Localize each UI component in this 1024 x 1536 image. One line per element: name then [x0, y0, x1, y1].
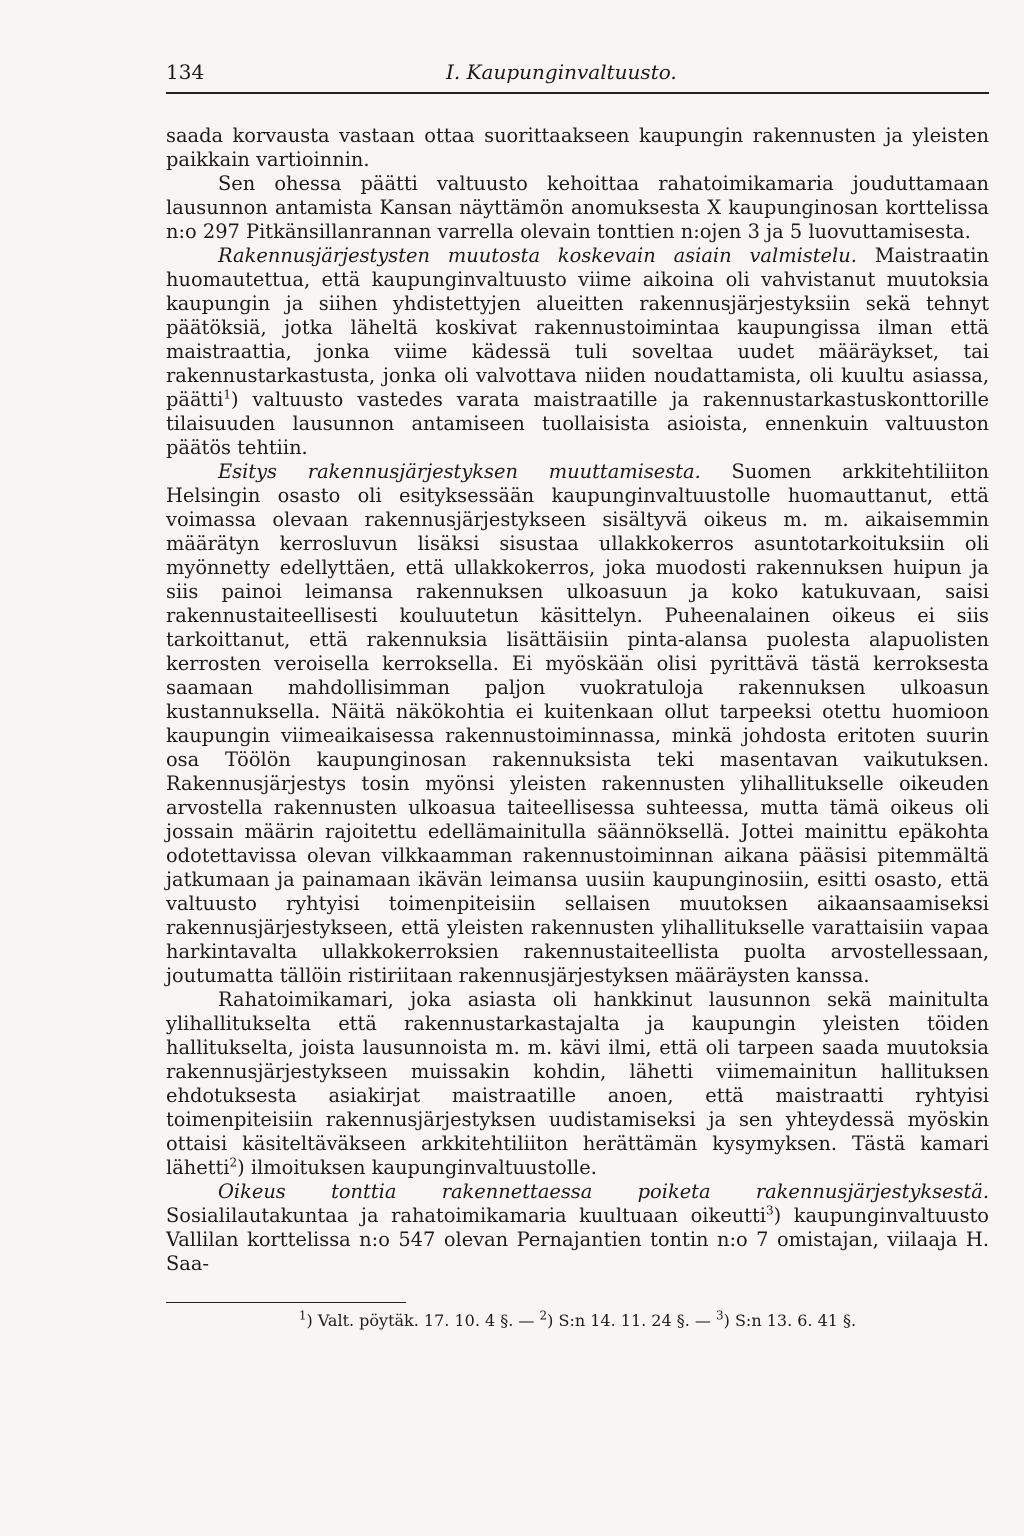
footnotes: [166, 1308, 989, 1330]
footnote-rule: [166, 1302, 406, 1303]
footnote-3: ) S:n 13. 6. 41 §.: [723, 1311, 857, 1330]
running-head: I. Kaupunginvaltuusto.: [446, 60, 677, 84]
paragraph-4-text: Suomen arkkitehtiliiton Helsingin osasto oli esityksessään kaupunginvaltuustolle huomauttanut, että voimassa olevaan rakennusjärjestykseen sisältyvä oikeus m. m. aikaisemmin määrätyn kerrosluvun lisäksi sisustaa ullakkokerros asuntotarkoituksiin oli myönnetty edellyttäen, että ullakkokerros, joka muodosti rakennuksen huipun ja siis painoi leimansa rakennuksen ulkoasuun ja koko katukuvaan, saisi rakennustaiteellisesti kouluutetun käsittelyn. Puheenalainen oikeus ei siis tarkoittanut, että rakennuksia lisättäisiin pinta-alansa puolesta alapuolisten kerrosten veroisella kerroksella. Ei myöskään olisi pyrittävä tästä kerroksesta saamaan mahdollisimman paljon vuokratuloja rakennuksen ulkoasun kustannuksella. Näitä näkökohtia ei kuitenkaan ollut tarpeeksi otettu huomioon kaupungin viimeaikaisessa rakennustoiminnassa, minkä johdosta eritoten suurin osa Töölön kaupunginosan rakennuksista teki masentavan vaikutuksen. Rakennusjärjestys tosin myönsi yleisten rakennusten ylihallitukselle oikeuden arvostella rakennusten ulkoasua taiteellisessa suhteessa, mutta tämä oikeus oli jossain määrin rajoitettu edellämainitulla säännöksellä. Jottei mainittu epäkohta odotettavissa olevan vilkkaamman rakennustoiminnan aikana pääsisi pitemmältä jatkumaan ja painamaan ikävän leimansa uusiin kaupunginosiin, esitti osasto, että valtuusto ryhtyisi toimenpiteisiin sellaisen muutoksen aikaansaamiseksi rakennusjärjestykseen, että yleisten rakennusten ylihallitukselle varattaisiin vapaa harkintavalta ullakkokerroksien rakennustaiteellista puolta arvostellessaan, joutumatta tällöin ristiriitaan rakennusjärjestyksen määräysten kanssa.: [166, 460, 989, 987]
paragraph-5-text-a: Rahatoimikamari, joka asiasta oli hankkinut lausunnon sekä mainitulta ylihallitukselta että rakennustarkastajalta ja kaupungin yleisten töiden hallitukselta, joista lausunnoista m. m. kävi ilmi, että oli tarpeen saada muutoksia rakennusjärjestykseen muissakin kohdin, lähetti viimemainitun hallituksen ehdotuksesta asiakirjat maistraatille anoen, että maistraatti ryhtyisi toimenpiteisiin rakennusjärjestyksen uudistamiseksi ja sen yhteydessä myöskin ottaisi käsiteltäväkseen arkkitehtiliiton herättämän kysymyksen. Tästä kamari lähetti: [166, 988, 989, 1179]
footnote-2-mark: 2: [539, 1308, 548, 1323]
page-number: 134: [166, 60, 205, 84]
paragraph-6: [166, 1180, 989, 1276]
paragraph-3-text-a: Maistraatin huomautettua, että kaupunginvaltuusto viime aikoina oli vahvistanut muutoksia kaupungin ja siihen yhdistettyjen alueitten rakennusjärjestyksiin sekä tehnyt päätöksiä, jotka läheltä koskivat rakennustoimintaa kaupungissa ilman että maistraattia, jonka viime kädessä tuli soveltaa uudet määräykset, tai rakennustarkastusta, jonka oli valvottava niiden noudattamista, oli kuultu asiassa, päätti: [166, 244, 989, 411]
paragraph-3-text-b: ) valtuusto vastedes varata maistraatille ja rakennustarkastuskonttorille tilaisuuden lausunnon antamiseen tuollaisista asioista, ennenkuin valtuuston päätös tehtiin.: [166, 388, 989, 459]
footnote-1: ) Valt. pöytäk. 17. 10. 4 §. —: [306, 1311, 540, 1330]
paragraph-6-text-b: ) kaupunginvaltuusto Vallilan korttelissa n:o 547 olevan Pernajantien tontin n:o 7 omistajan, viilaaja H. Saa-: [166, 1204, 989, 1275]
paragraph-3: [166, 244, 989, 460]
footnote-1-mark: 1: [298, 1308, 307, 1323]
section-heading-building-code-amendment: Esitys rakennusjärjestyksen muuttamisesta.: [218, 460, 701, 483]
header-rule: [166, 92, 989, 94]
paragraph-1: saada korvausta vastaan ottaa suorittaakseen kaupungin rakennusten ja yleisten paikkain vartioinnin.: [166, 124, 989, 171]
paragraph-5-text-b: ) ilmoituksen kaupunginvaltuustolle.: [237, 1156, 597, 1179]
section-heading-building-code-exception: Oikeus tonttia rakennettaessa poiketa rakennusjärjestyksestä.: [218, 1180, 989, 1203]
footnote-3-mark: 3: [716, 1308, 724, 1323]
page-header: [166, 60, 989, 84]
paragraph-2: Sen ohessa päätti valtuusto kehoittaa rahatoimikamaria jouduttamaan lausunnon antamista Kansan näyttämön anomuksesta X kaupunginosan korttelissa n:o 297 Pitkänsillanrannan varrella olevain tonttien n:ojen 3 ja 5 luovuttamisesta.: [166, 172, 989, 243]
paragraph-5: [166, 988, 989, 1180]
paragraph-4: [166, 460, 989, 988]
footnote-2: ) S:n 14. 11. 24 §. —: [547, 1311, 716, 1330]
footnote-ref-3: 3: [765, 1203, 774, 1218]
footnote-ref-1: 1: [223, 387, 231, 402]
paragraph-6-text-a: Sosialilautakuntaa ja rahatoimikamaria kuultuaan oikeutti: [166, 1204, 766, 1227]
section-heading-building-code-preparation: Rakennusjärjestysten muutosta koskevain asiain valmistelu.: [218, 244, 857, 267]
body-text: [166, 124, 989, 1276]
footnote-ref-2: 2: [229, 1155, 238, 1170]
